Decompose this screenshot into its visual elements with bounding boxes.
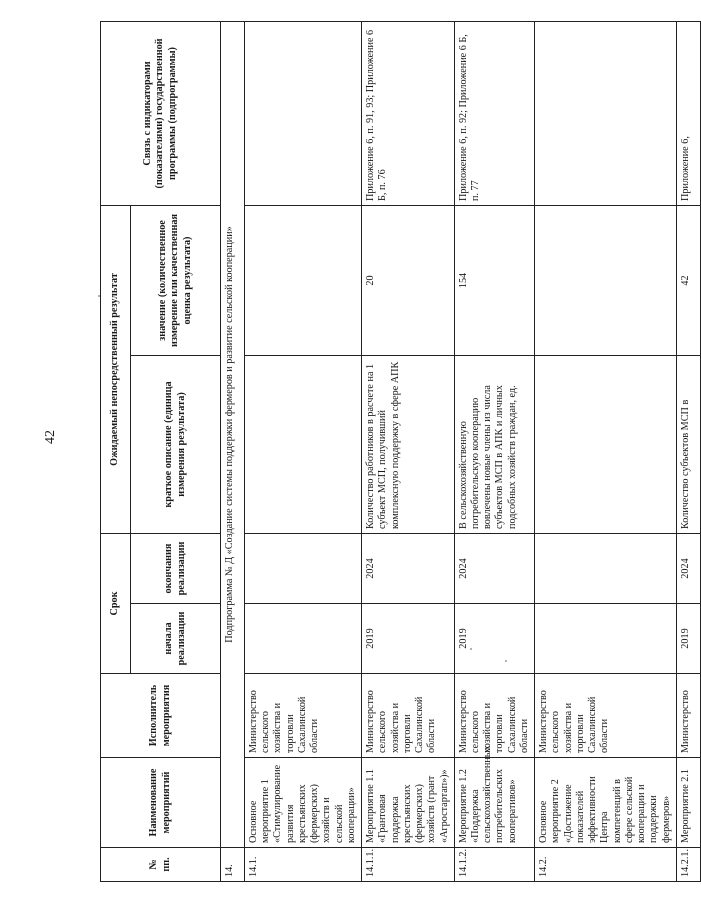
row-link: Приложение 6, — [676, 22, 700, 206]
header-executor: Исполнитель мероприятия — [101, 674, 221, 758]
row-name: Мероприятие 1.1 «Грантовая поддержка крестьянских (фермерских) хозяйств (грант «Агростартап»)» — [362, 758, 455, 848]
row-name: Мероприятие 1.2 «Поддержка сельскохозяйственных потребительских кооперативов» — [454, 758, 534, 848]
header-term-end: окончания реализации — [131, 534, 221, 604]
row-num: 14.1.1. — [362, 848, 455, 882]
row-executor: Министерство сельского хозяйства и торговли Сахалинской области — [362, 674, 455, 758]
row-num: 14.1.2. — [454, 848, 534, 882]
row-start — [535, 604, 677, 674]
row-value — [535, 206, 677, 356]
section-row — [221, 22, 245, 882]
table-row — [362, 22, 455, 882]
row-desc: В сельскохозяйственную потребительскую кооперацию вовлечены новые члены из числа субъектов МСП в АПК и личных подсобных хозяйств граждан, ед. — [454, 356, 534, 534]
row-desc — [245, 356, 362, 534]
row-start: 2019 — [454, 604, 534, 674]
header-result: Ожидаемый непосредственный результат — [101, 206, 131, 534]
header-term: Срок — [101, 534, 131, 674]
header-term-start: начала реализации — [131, 604, 221, 674]
row-link: Приложение 6, п. 92; Приложение 6 Б, п. 77 — [454, 22, 534, 206]
rotated-table-page — [100, 22, 691, 882]
section-title: Подпрограмма № Д «Создание системы поддержки фермеров и развитие сельской кооперации» — [221, 22, 245, 848]
header-num: № пп. — [101, 848, 221, 882]
header-result-value: значение (количественное измерение или качественная оценка результата) — [131, 206, 221, 356]
row-end: 2024 — [454, 534, 534, 604]
row-executor: Министерство сельского хозяйства и торговли Сахалинской области — [245, 674, 362, 758]
row-link — [245, 22, 362, 206]
row-value: 154 — [454, 206, 534, 356]
row-desc — [535, 356, 677, 534]
table-row — [454, 22, 534, 882]
row-num: 14.2.1. — [676, 848, 700, 882]
section-num: 14. — [221, 848, 245, 882]
row-link: Приложение 6, п. 91, 93; Приложение 6 Б, п. 76 — [362, 22, 455, 206]
table-row — [676, 22, 700, 882]
row-start — [245, 604, 362, 674]
row-end — [535, 534, 677, 604]
row-value: 20 — [362, 206, 455, 356]
row-num: 14.2. — [535, 848, 677, 882]
row-link — [535, 22, 677, 206]
row-executor: Министерство сельского хозяйства и торговли Сахалинской области — [454, 674, 534, 758]
page-number: 42 — [43, 430, 58, 444]
row-end: 2024 — [676, 534, 700, 604]
row-name: Мероприятие 2.1 — [676, 758, 700, 848]
row-executor: Министерство — [676, 674, 700, 758]
row-start: 2019 — [362, 604, 455, 674]
scan-speck — [98, 295, 100, 297]
header-name: Наименование мероприятий — [101, 758, 221, 848]
table-row — [535, 22, 677, 882]
scan-speck — [470, 648, 472, 650]
row-desc: Количество субъектов МСП в — [676, 356, 700, 534]
row-name: Основное мероприятие 2 «Достижение показателей эффективности Центра компетенций в сфере сельской кооперации и поддержки фермеров» — [535, 758, 677, 848]
header-link: Связь с индикаторами (показателями) государственной программы (подпрограммы) — [101, 22, 221, 206]
row-name: Основное мероприятие 1 «Стимулирование развития крестьянских (фермерских) хозяйств и сельской кооперации» — [245, 758, 362, 848]
measures-table — [100, 21, 701, 882]
row-start: 2019 — [676, 604, 700, 674]
scan-speck — [505, 660, 507, 662]
table-row — [245, 22, 362, 882]
row-value: 42 — [676, 206, 700, 356]
row-desc: Количество работников в расчете на 1 субъект МСП, получивший комплексную поддержку в сфере АПК — [362, 356, 455, 534]
row-end — [245, 534, 362, 604]
row-num: 14.1. — [245, 848, 362, 882]
row-executor: Министерство сельского хозяйства и торговли Сахалинской области — [535, 674, 677, 758]
row-end: 2024 — [362, 534, 455, 604]
row-value — [245, 206, 362, 356]
header-result-desc: краткое описание (единица измерения результата) — [131, 356, 221, 534]
header-row-1 — [101, 22, 131, 882]
